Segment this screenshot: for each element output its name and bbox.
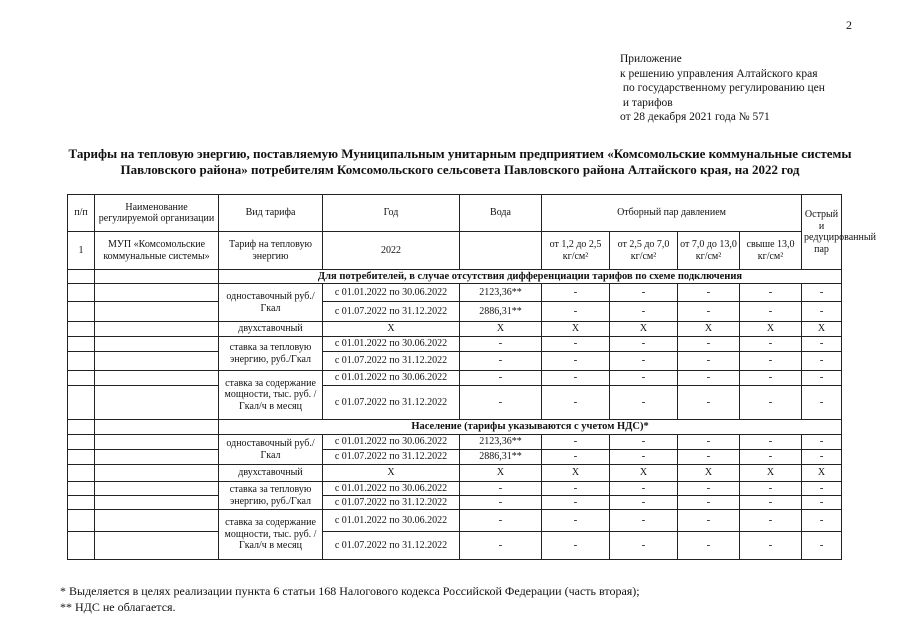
label-capacity-rate: ставка за содержание мощности, тыс. руб. /Гкал/ч в месяц bbox=[219, 371, 323, 420]
value-dash: - bbox=[610, 496, 678, 510]
value-dash: - bbox=[802, 435, 842, 450]
tariff-type: Тариф на тепловую энергию bbox=[219, 232, 323, 270]
value-dash: - bbox=[802, 337, 842, 352]
value-dash: - bbox=[678, 302, 740, 322]
cell-empty bbox=[95, 532, 219, 560]
value-dash: - bbox=[542, 532, 610, 560]
value-dash: - bbox=[802, 532, 842, 560]
value-dash: - bbox=[460, 386, 542, 420]
cell-empty bbox=[95, 386, 219, 420]
cell-empty bbox=[95, 371, 219, 386]
header-water: Вода bbox=[460, 195, 542, 232]
header-steam: Отборный пар давлением bbox=[542, 195, 802, 232]
cell-empty bbox=[95, 465, 219, 482]
section-consumers: Для потребителей, в случае отсутствия дифференциации тарифов по схеме подключения bbox=[219, 270, 842, 284]
value-dash: - bbox=[740, 510, 802, 532]
pressure-1: от 1,2 до 2,5 кг/см² bbox=[542, 232, 610, 270]
value-dash: - bbox=[802, 496, 842, 510]
value-dash: - bbox=[802, 482, 842, 496]
water-value: 2886,31** bbox=[460, 302, 542, 322]
document-title bbox=[40, 146, 880, 178]
band-empty bbox=[68, 270, 95, 284]
label-capacity-rate: ставка за содержание мощности, тыс. руб. /Гкал/ч в месяц bbox=[219, 510, 323, 560]
cell-empty bbox=[95, 496, 219, 510]
value-dash: - bbox=[740, 352, 802, 371]
value-dash: - bbox=[678, 482, 740, 496]
value-dash: - bbox=[460, 496, 542, 510]
value-dash: - bbox=[542, 352, 610, 371]
value-x: Х bbox=[460, 322, 542, 337]
value-dash: - bbox=[610, 302, 678, 322]
band-empty bbox=[95, 420, 219, 435]
value-dash: - bbox=[740, 302, 802, 322]
value-x: Х bbox=[323, 322, 460, 337]
period-h1: с 01.01.2022 по 30.06.2022 bbox=[323, 510, 460, 532]
value-x: Х bbox=[802, 465, 842, 482]
band-empty bbox=[95, 270, 219, 284]
value-dash: - bbox=[542, 482, 610, 496]
cell-empty bbox=[95, 435, 219, 450]
cell-empty bbox=[68, 352, 95, 371]
value-dash: - bbox=[802, 450, 842, 465]
title-line-1: Тарифы на тепловую энергию, поставляемую Муниципальным унитарным предприятием «Комсомольские коммунальные системы bbox=[68, 146, 852, 161]
footnotes bbox=[60, 583, 640, 615]
value-dash: - bbox=[542, 337, 610, 352]
tariff-year: 2022 bbox=[323, 232, 460, 270]
value-dash: - bbox=[802, 510, 842, 532]
section-population: Население (тарифы указываются с учетом НДС)* bbox=[219, 420, 842, 435]
cell-empty bbox=[68, 386, 95, 420]
footnote-no-vat: ** НДС не облагается. bbox=[60, 600, 176, 614]
appendix-block bbox=[620, 52, 825, 125]
period-h1: с 01.01.2022 по 30.06.2022 bbox=[323, 284, 460, 302]
header-year: Год bbox=[323, 195, 460, 232]
cell-empty bbox=[68, 510, 95, 532]
cell-empty bbox=[68, 284, 95, 302]
cell-empty bbox=[95, 322, 219, 337]
appendix-line: Приложение bbox=[620, 53, 682, 65]
value-dash: - bbox=[460, 482, 542, 496]
water-value: 2123,36** bbox=[460, 284, 542, 302]
period-h2: с 01.07.2022 по 31.12.2022 bbox=[323, 532, 460, 560]
cell-empty bbox=[68, 465, 95, 482]
value-dash: - bbox=[610, 337, 678, 352]
cell-empty bbox=[95, 352, 219, 371]
value-dash: - bbox=[542, 450, 610, 465]
value-dash: - bbox=[460, 371, 542, 386]
value-dash: - bbox=[542, 302, 610, 322]
water-value: 2123,36** bbox=[460, 435, 542, 450]
footnote-vat: * Выделяется в целях реализации пункта 6 статьи 168 Налогового кодекса Российской Федерации (часть вторая); bbox=[60, 584, 640, 598]
header-num: п/п bbox=[68, 195, 95, 232]
cell-empty bbox=[95, 302, 219, 322]
value-dash: - bbox=[740, 435, 802, 450]
label-one-part: одноставочный руб./Гкал bbox=[219, 435, 323, 465]
period-h1: с 01.01.2022 по 30.06.2022 bbox=[323, 337, 460, 352]
cell-empty bbox=[95, 482, 219, 496]
pressure-4: свыше 13,0 кг/см² bbox=[740, 232, 802, 270]
value-dash: - bbox=[802, 371, 842, 386]
cell-empty bbox=[95, 337, 219, 352]
value-dash: - bbox=[610, 510, 678, 532]
value-x: Х bbox=[740, 465, 802, 482]
value-x: Х bbox=[542, 465, 610, 482]
value-dash: - bbox=[460, 510, 542, 532]
value-x: Х bbox=[740, 322, 802, 337]
period-h2: с 01.07.2022 по 31.12.2022 bbox=[323, 352, 460, 371]
value-dash: - bbox=[542, 386, 610, 420]
water-subheader bbox=[460, 232, 542, 270]
value-x: Х bbox=[323, 465, 460, 482]
value-dash: - bbox=[542, 510, 610, 532]
value-dash: - bbox=[610, 450, 678, 465]
cell-empty bbox=[68, 482, 95, 496]
label-energy-rate: ставка за тепловую энергию, руб./Гкал bbox=[219, 337, 323, 371]
value-dash: - bbox=[802, 302, 842, 322]
value-dash: - bbox=[678, 337, 740, 352]
header-sharp-steam: Острый и редуцированный пар bbox=[802, 195, 842, 270]
value-dash: - bbox=[740, 496, 802, 510]
value-dash: - bbox=[678, 435, 740, 450]
cell-empty bbox=[68, 322, 95, 337]
appendix-line: от 28 декабря 2021 года № 571 bbox=[620, 111, 770, 124]
value-x: Х bbox=[610, 322, 678, 337]
value-dash: - bbox=[542, 284, 610, 302]
value-dash: - bbox=[740, 450, 802, 465]
water-value: 2886,31** bbox=[460, 450, 542, 465]
value-dash: - bbox=[542, 371, 610, 386]
value-dash: - bbox=[610, 482, 678, 496]
value-dash: - bbox=[542, 435, 610, 450]
value-dash: - bbox=[802, 386, 842, 420]
value-dash: - bbox=[678, 496, 740, 510]
value-dash: - bbox=[678, 450, 740, 465]
value-dash: - bbox=[678, 510, 740, 532]
value-dash: - bbox=[610, 386, 678, 420]
cell-empty bbox=[95, 510, 219, 532]
value-dash: - bbox=[802, 352, 842, 371]
value-dash: - bbox=[678, 532, 740, 560]
value-dash: - bbox=[678, 284, 740, 302]
value-dash: - bbox=[740, 371, 802, 386]
value-dash: - bbox=[740, 337, 802, 352]
appendix-line: и тарифов bbox=[620, 96, 673, 109]
row-num: 1 bbox=[68, 232, 95, 270]
period-h2: с 01.07.2022 по 31.12.2022 bbox=[323, 450, 460, 465]
value-x: Х bbox=[678, 465, 740, 482]
pressure-3: от 7,0 до 13,0 кг/см² bbox=[678, 232, 740, 270]
cell-empty bbox=[68, 532, 95, 560]
label-energy-rate: ставка за тепловую энергию, руб./Гкал bbox=[219, 482, 323, 510]
period-h2: с 01.07.2022 по 31.12.2022 bbox=[323, 496, 460, 510]
cell-empty bbox=[68, 337, 95, 352]
value-dash: - bbox=[678, 386, 740, 420]
period-h2: с 01.07.2022 по 31.12.2022 bbox=[323, 386, 460, 420]
appendix-line: к решению управления Алтайского края bbox=[620, 67, 818, 80]
value-dash: - bbox=[740, 386, 802, 420]
cell-empty bbox=[95, 284, 219, 302]
cell-empty bbox=[68, 371, 95, 386]
org-name: МУП «Комсомольские коммунальные системы» bbox=[95, 232, 219, 270]
period-h1: с 01.01.2022 по 30.06.2022 bbox=[323, 435, 460, 450]
label-two-part: двухставочный bbox=[219, 465, 323, 482]
value-dash: - bbox=[610, 284, 678, 302]
title-line-2: Павловского района» потребителям Комсомольского сельсовета Павловского района Алтайского края, на 2022 год bbox=[120, 162, 800, 177]
label-two-part: двухставочный bbox=[219, 322, 323, 337]
value-dash: - bbox=[802, 284, 842, 302]
value-x: Х bbox=[678, 322, 740, 337]
value-dash: - bbox=[740, 532, 802, 560]
period-h1: с 01.01.2022 по 30.06.2022 bbox=[323, 371, 460, 386]
header-org: Наименование регулируемой организации bbox=[95, 195, 219, 232]
cell-empty bbox=[68, 496, 95, 510]
value-dash: - bbox=[678, 352, 740, 371]
pressure-2: от 2,5 до 7,0 кг/см² bbox=[610, 232, 678, 270]
cell-empty bbox=[95, 450, 219, 465]
tariff-table bbox=[67, 194, 876, 560]
period-h2: с 01.07.2022 по 31.12.2022 bbox=[323, 302, 460, 322]
cell-empty bbox=[68, 450, 95, 465]
value-dash: - bbox=[542, 496, 610, 510]
band-empty bbox=[68, 420, 95, 435]
header-tariff-type: Вид тарифа bbox=[219, 195, 323, 232]
value-dash: - bbox=[610, 371, 678, 386]
page-number: 2 bbox=[846, 18, 852, 32]
value-dash: - bbox=[610, 532, 678, 560]
value-x: Х bbox=[542, 322, 610, 337]
value-dash: - bbox=[460, 352, 542, 371]
value-dash: - bbox=[740, 482, 802, 496]
value-x: Х bbox=[802, 322, 842, 337]
value-dash: - bbox=[740, 284, 802, 302]
value-dash: - bbox=[610, 352, 678, 371]
value-dash: - bbox=[460, 337, 542, 352]
value-dash: - bbox=[678, 371, 740, 386]
value-dash: - bbox=[610, 435, 678, 450]
value-x: Х bbox=[460, 465, 542, 482]
cell-empty bbox=[68, 302, 95, 322]
period-h1: с 01.01.2022 по 30.06.2022 bbox=[323, 482, 460, 496]
label-one-part: одноставочный руб./Гкал bbox=[219, 284, 323, 322]
cell-empty bbox=[68, 435, 95, 450]
value-dash: - bbox=[460, 532, 542, 560]
appendix-line: по государственному регулированию цен bbox=[620, 82, 825, 95]
value-x: Х bbox=[610, 465, 678, 482]
